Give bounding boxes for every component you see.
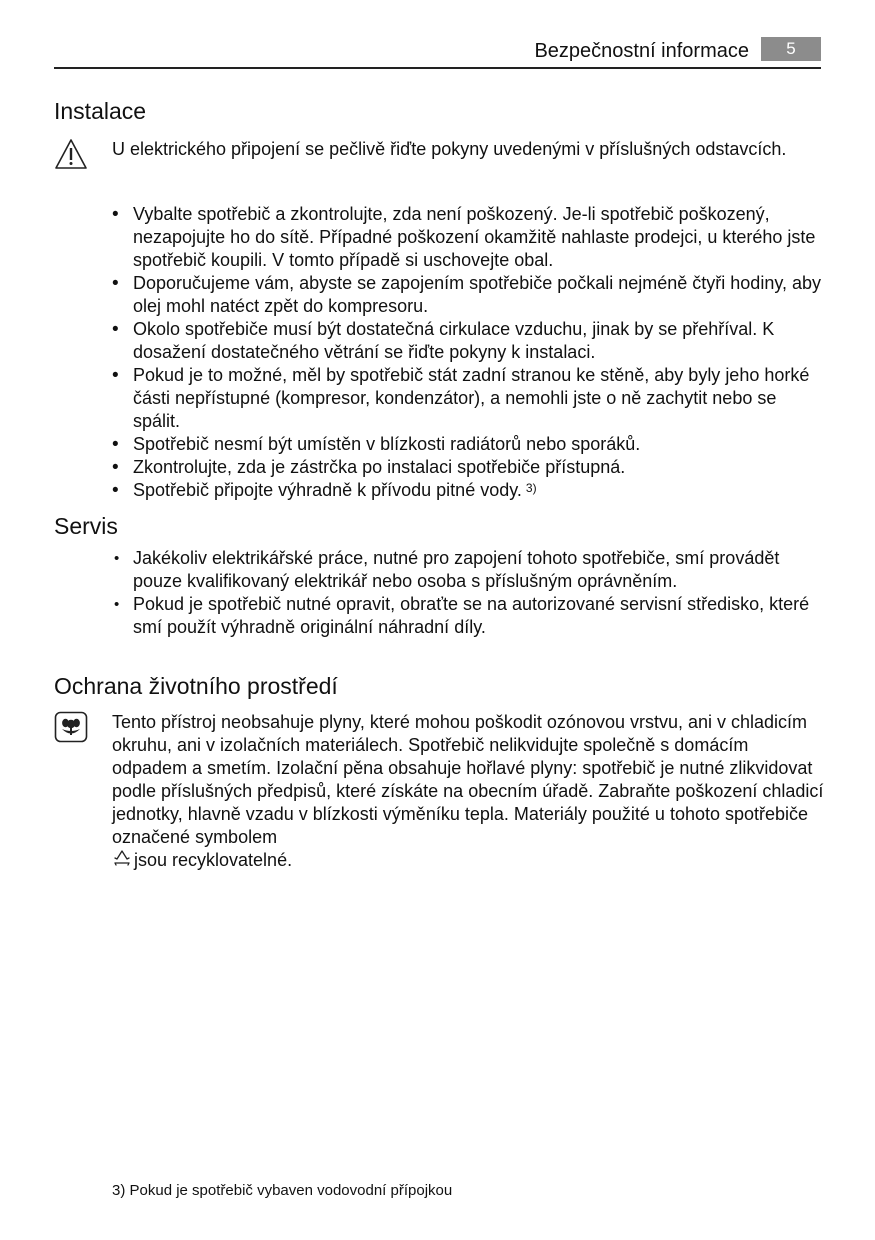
ochrana-text: Tento přístroj neobsahuje plyny, které mohou poškodit ozónovou vrstvu, ani v chladicím okruhu, ani v izolačních materiálech. Spotřebič nelikvidujte společně s domácím odpadem a smetím. Izolační pěna obsahuje hořlavé plyny: spotřebič je nutné zlikvidovat podle příslušných předpisů, které získáte na obecním úřadě. Zabraňte poškození chladicí jednotky, hlavně vzadu v blízkosti výměníku tepla. Materiály použité u tohoto spotřebiče označené symbolem jsou recyklovatelné. — [112, 712, 824, 870]
recycle-icon — [112, 849, 132, 869]
header-title: Bezpečnostní informace — [534, 40, 749, 62]
list-item: • Okolo spotřebiče musí být dostatečná cirkulace vzduchu, jinak by se přehříval. K dosažení dostatečného větrání se řiďte pokyny k instalaci. — [112, 319, 775, 362]
eco-flower-icon — [54, 711, 88, 743]
list-item: • Vybalte spotřebič a zkontrolujte, zda není poškozený. Je-li spotřebič poškozený, nezapojujte ho do sítě. Případné poškození okamžitě nahlaste prodejci, u kterého jste spotřebič koupili. V tomto případě si uschovejte obal. — [112, 204, 816, 270]
page-number: 5 — [761, 37, 821, 61]
list-item: • Jakékoliv elektrikářské práce, nutné pro zapojení tohoto spotřebiče, smí provádět pouze kvalifikovaný elektrikář nebo osoba s příslušným oprávněním. — [114, 548, 780, 591]
list-item: • Pokud je to možné, měl by spotřebič stát zadní stranou ke stěně, aby byly jeho horké části nepřístupné (kompresor, kondenzátor), a nemohli jste o ně zachytit nebo se spálit. — [112, 365, 810, 431]
instalace-intro: U elektrického připojení se pečlivě řiďte pokyny uvedenými v příslušných odstavcích. — [112, 139, 787, 159]
section-heading-instalace: Instalace — [54, 98, 147, 124]
section-heading-servis: Servis — [54, 513, 118, 539]
list-item: • Spotřebič připojte výhradně k přívodu pitné vody. $^{3)}$ — [112, 480, 537, 501]
list-item: • Zkontrolujte, zda je zástrčka po instalaci spotřebiče přístupná. — [112, 457, 626, 478]
servis-list — [112, 547, 824, 639]
page-header — [54, 37, 821, 69]
list-item: • Spotřebič nesmí být umístěn v blízkosti radiátorů nebo sporáků. — [112, 434, 641, 455]
section-heading-ochrana: Ochrana životního prostředí — [54, 673, 338, 699]
footnote: 3) Pokud je spotřebič vybaven vodovodní přípojkou — [112, 1182, 453, 1199]
instalace-list — [112, 203, 824, 502]
list-item: • Pokud je spotřebič nutné opravit, obraťte se na autorizované servisní středisko, které smí použít výhradně originální náhradní díly. — [114, 594, 810, 637]
warning-triangle-icon — [54, 138, 88, 170]
footnote-ref: 3) — [525, 481, 537, 495]
list-item: • Doporučujeme vám, abyste se zapojením spotřebiče počkali nejméně čtyři hodiny, aby olej mohl natéct zpět do kompresoru. — [112, 273, 822, 316]
